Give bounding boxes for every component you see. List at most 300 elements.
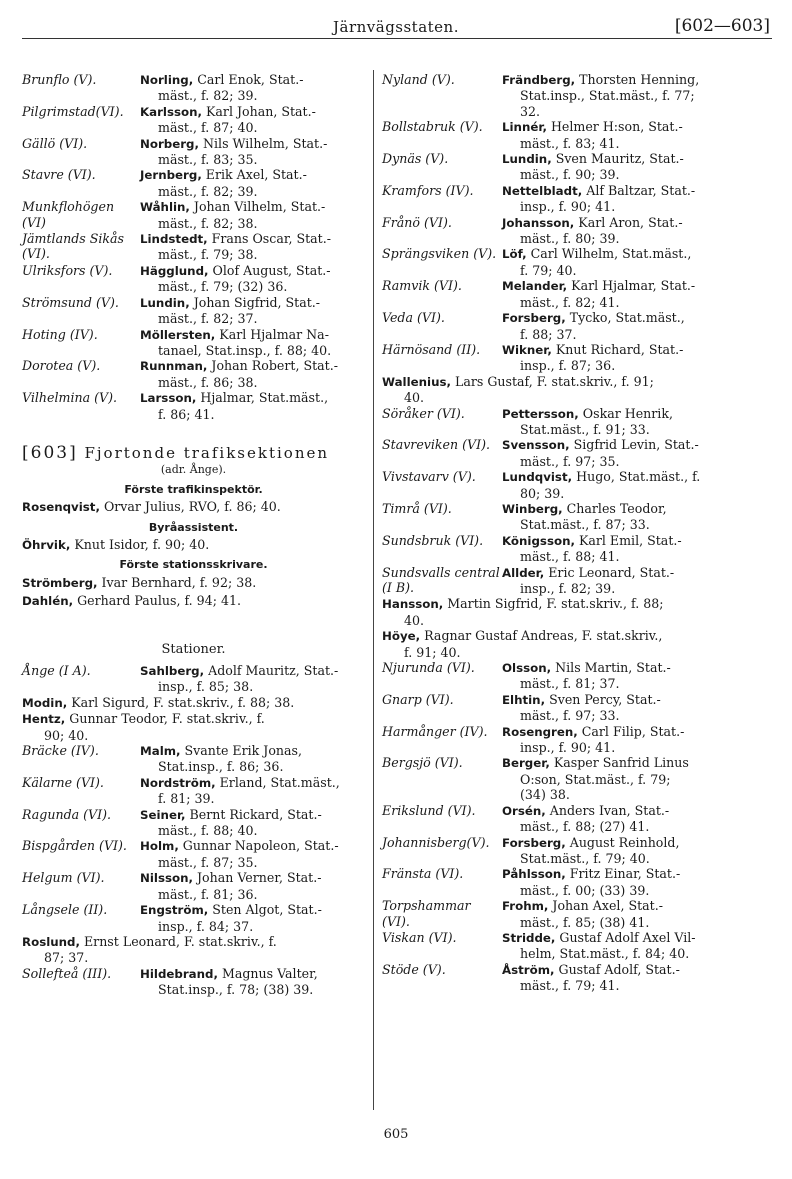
- entry-continuation: insp., f. 90; 41.: [520, 199, 616, 215]
- entry-continuation: mäst., f. 81; 37.: [520, 676, 620, 692]
- staff-name: Wallenius,: [382, 374, 451, 389]
- entry-continuation: mäst., f. 79; 38.: [158, 247, 258, 263]
- staff-name: Runnman,: [140, 359, 208, 374]
- entry-continuation: (34) 38.: [520, 787, 570, 803]
- entry-line: [502, 151, 775, 167]
- station-master: [140, 390, 365, 422]
- entry-continuation: f. 88; 37.: [520, 326, 577, 342]
- staff-details: Anders Ivan, Stat.-: [545, 802, 670, 818]
- station-name: Gällö (VI).: [22, 135, 88, 151]
- right-station-list: [382, 72, 775, 994]
- station-entry: [382, 437, 775, 469]
- station-entry: [22, 902, 365, 934]
- station-master: [502, 835, 775, 867]
- station-master: [502, 469, 775, 501]
- entry-continuation: insp., f. 82; 39.: [520, 581, 616, 596]
- entry-continuation: f. 86; 41.: [158, 406, 215, 422]
- staff-details: Johan Vilhelm, Stat.-: [189, 199, 326, 215]
- staff-name: Olsson,: [502, 661, 552, 676]
- entry-line: [502, 278, 775, 294]
- staff-details: Karl Emil, Stat.-: [574, 532, 682, 548]
- staff-details: Charles Teodor,: [562, 500, 667, 516]
- station-name: Nyland (V).: [382, 72, 455, 87]
- staff-details: Erik Axel, Stat.-: [201, 167, 307, 183]
- staff-details: Gustaf Adolf, Stat.-: [554, 961, 680, 977]
- station-entry: [382, 501, 775, 533]
- staff-name: Karlsson,: [140, 104, 202, 119]
- entry-continuation: mäst., f. 86; 38.: [158, 374, 258, 390]
- staff-name: Winberg,: [502, 501, 563, 516]
- staff-details: Karl Sigurd, F. stat.skriv., f. 88; 38.: [67, 694, 295, 710]
- entry-line: [502, 246, 775, 262]
- staff-details: August Reinhold,: [565, 834, 680, 850]
- station-entry: [22, 199, 365, 231]
- staff-name: Königsson,: [502, 533, 575, 548]
- station-entry: [382, 469, 775, 501]
- station-master: [502, 501, 775, 533]
- staff-name: Rosengren,: [502, 724, 578, 739]
- staff-name: Hägglund,: [140, 263, 209, 278]
- entry-continuation: 87; 37.: [44, 950, 89, 966]
- staff-details: Sven Mauritz, Stat.-: [551, 151, 684, 167]
- station-entry: [22, 966, 365, 998]
- staff-details: Sigfrid Levin, Stat.-: [569, 437, 699, 453]
- entry-line: [502, 469, 775, 485]
- entry-line: [502, 898, 775, 914]
- entry-continuation: f. 81; 39.: [158, 791, 215, 807]
- entry-line: [140, 902, 365, 918]
- staff-name: Nordström,: [140, 775, 216, 790]
- staff-name: Frändberg,: [502, 73, 576, 87]
- staff-name: Wåhlin,: [140, 200, 190, 215]
- station-entry: [22, 327, 365, 359]
- header-rule: [22, 38, 772, 39]
- staff-details: Ernst Leonard, F. stat.skriv., f.: [79, 933, 277, 949]
- entry-continuation: Stat.insp., f. 86; 36.: [158, 759, 284, 775]
- entry-line: [502, 565, 775, 581]
- station-master: [502, 406, 775, 438]
- station-name: Sundsbruk (VI).: [382, 532, 484, 548]
- role-heading: Förste trafikinspektör.: [124, 482, 263, 496]
- station-entry: [382, 866, 775, 898]
- staff-name: Rosenqvist,: [22, 500, 100, 515]
- station-name: Härnösand (II).: [382, 341, 481, 357]
- station-master: [502, 866, 775, 898]
- staff-name: Lundqvist,: [502, 470, 573, 485]
- entry-line: [502, 866, 775, 882]
- station-master: [140, 231, 365, 263]
- station-master: [140, 838, 365, 870]
- station-name: Erikslund (VI).: [382, 802, 476, 818]
- station-entry: [382, 835, 775, 867]
- station-staff-entry: [22, 695, 365, 711]
- staff-name: Strömberg,: [22, 575, 98, 590]
- station-entry: [382, 803, 775, 835]
- entry-continuation: mäst., f. 90; 39.: [520, 167, 620, 183]
- station-master: [140, 902, 365, 934]
- entry-continuation: insp., f. 84; 37.: [158, 918, 254, 934]
- entry-line: [502, 183, 775, 199]
- staff-name: Nettelbladt,: [502, 183, 583, 198]
- staff-name: Stridde,: [502, 930, 556, 945]
- running-head: Järnvägsstaten.: [332, 18, 459, 36]
- staff-name: Malm,: [140, 744, 181, 759]
- station-name: Strömsund (V).: [22, 294, 119, 310]
- station-entry: [22, 358, 365, 390]
- staff-name: Engström,: [140, 903, 209, 918]
- entry-line: [502, 119, 775, 135]
- entry-line: [140, 327, 365, 343]
- entry-continuation: mäst., f. 80; 39.: [520, 231, 620, 247]
- staff-name: Wikner,: [502, 342, 552, 357]
- staff-details: Orvar Julius, RVO, f. 86; 40.: [99, 499, 281, 515]
- entry-line: [502, 803, 775, 819]
- entry-line: [502, 310, 775, 326]
- station-master: [140, 72, 365, 104]
- station-entry: [382, 898, 775, 930]
- station-entry: [22, 390, 365, 422]
- station-entry: [22, 663, 365, 695]
- station-name: Sprängsviken (V).: [382, 246, 497, 262]
- station-master: [502, 898, 775, 930]
- station-entry: [22, 295, 365, 327]
- station-master: [140, 743, 365, 775]
- station-entry: [382, 692, 775, 724]
- station-entry: [382, 342, 775, 374]
- station-master: [502, 692, 775, 724]
- station-name: Sundsvalls central (I B).: [382, 564, 500, 595]
- staff-name: Holm,: [140, 839, 179, 854]
- station-name: Dorotea (V).: [22, 358, 101, 374]
- station-entry: [382, 565, 775, 597]
- station-name: Dynäs (V).: [382, 151, 449, 167]
- station-entry: [382, 660, 775, 692]
- entry-line: [140, 390, 365, 406]
- station-name: Jämtlands Sikås (VI).: [22, 231, 124, 262]
- station-name: Hoting (IV).: [22, 326, 98, 342]
- entry-line: [502, 692, 775, 708]
- station-master: [502, 724, 775, 756]
- entry-line: [140, 775, 365, 791]
- station-entry: [382, 215, 775, 247]
- station-staff-entry: [382, 596, 775, 628]
- staff-name: Påhlsson,: [502, 867, 566, 882]
- entry-continuation: mäst., f. 87; 40.: [158, 120, 258, 136]
- station-name: Veda (VI).: [382, 310, 445, 326]
- station-name: Munkflohögen (VI): [22, 199, 115, 230]
- entry-continuation: mäst., f. 81; 36.: [158, 886, 258, 902]
- entry-continuation: 80; 39.: [520, 485, 565, 501]
- staff-details: Eric Leonard, Stat.-: [544, 564, 675, 580]
- station-staff-entry: [22, 934, 365, 966]
- entry-line: [140, 167, 365, 183]
- staff-name: Dahlén,: [22, 594, 74, 609]
- station-name: Viskan (VI).: [382, 929, 457, 945]
- entry-line: [140, 136, 365, 152]
- station-name: Torpshammar (VI).: [382, 898, 471, 929]
- section-title: Fjortonde trafiksektionen: [77, 443, 330, 462]
- station-entry: [382, 246, 775, 278]
- entry-line: [140, 263, 365, 279]
- staff-details: Nils Wilhelm, Stat.-: [199, 135, 328, 151]
- station-entry: [382, 72, 775, 119]
- station-name: Pilgrimstad(VI).: [22, 103, 124, 119]
- entry-line: [140, 838, 365, 854]
- entry-continuation: insp., f. 90; 41.: [520, 740, 616, 756]
- entry-continuation: Stat.mäst., f. 79; 40.: [520, 850, 650, 866]
- station-master: [502, 119, 775, 151]
- station-entry: [22, 167, 365, 199]
- staff-line: [22, 593, 365, 609]
- station-master: [140, 167, 365, 199]
- station-name: Fränsta (VI).: [382, 866, 464, 882]
- left-station-list: [22, 72, 365, 422]
- station-name: Bräcke (IV).: [22, 743, 99, 759]
- entry-continuation: Stat.insp., Stat.mäst., f. 77;: [520, 88, 695, 104]
- entry-continuation: mäst., f. 79; (32) 36.: [158, 279, 288, 295]
- entry-line: [502, 930, 775, 946]
- staff-name: Forsberg,: [502, 311, 566, 326]
- station-name: Kälarne (VI).: [22, 774, 104, 790]
- staff-name: Hildebrand,: [140, 966, 218, 981]
- staff-name: Åström,: [502, 962, 555, 977]
- entry-line: [502, 755, 775, 771]
- staff-name: Modin,: [22, 695, 68, 710]
- station-name: Gnarp (VI).: [382, 691, 454, 707]
- entry-line: [140, 295, 365, 311]
- entry-continuation: O:son, Stat.mäst., f. 79;: [520, 771, 671, 787]
- entry-line: [502, 724, 775, 740]
- station-entry: [382, 278, 775, 310]
- station-name: Njurunda (VI).: [382, 660, 475, 676]
- staff-details: Carl Enok, Stat.-: [193, 72, 304, 87]
- station-name: Bispgården (VI).: [22, 838, 127, 854]
- staff-name: Forsberg,: [502, 835, 566, 850]
- station-entry: [22, 775, 365, 807]
- station-name: Stavre (VI).: [22, 167, 96, 183]
- entry-line: [502, 533, 775, 549]
- staff-details: Ivar Bernhard, f. 92; 38.: [97, 574, 257, 590]
- station-master: [502, 183, 775, 215]
- station-name: Brunflo (V).: [22, 72, 97, 87]
- section-address: (adr. Ånge).: [160, 463, 227, 477]
- staff-name: Lindstedt,: [140, 232, 208, 247]
- entry-continuation: tanael, Stat.insp., f. 88; 40.: [158, 342, 332, 358]
- station-name: Ragunda (VI).: [22, 806, 112, 822]
- entry-line: [22, 934, 365, 950]
- page-number: 605: [383, 1127, 409, 1142]
- station-master: [502, 246, 775, 278]
- station-entry: [22, 104, 365, 136]
- station-master: [502, 437, 775, 469]
- station-master: [140, 663, 365, 695]
- station-name: Bollstabruk (V).: [382, 119, 483, 135]
- station-name: Ulriksfors (V).: [22, 262, 113, 278]
- station-master: [502, 962, 775, 994]
- entry-line: [502, 660, 775, 676]
- entry-continuation: helm, Stat.mäst., f. 84; 40.: [520, 946, 690, 962]
- entry-continuation: mäst., f. 97; 33.: [520, 708, 620, 724]
- staff-details: Sven Percy, Stat.-: [545, 691, 661, 707]
- entry-continuation: mäst., f. 87; 35.: [158, 854, 258, 870]
- staff-name: Norberg,: [140, 136, 199, 151]
- staff-details: Adolf Mauritz, Stat.-: [204, 663, 339, 678]
- station-entry: [22, 870, 365, 902]
- station-name: Söråker (VI).: [382, 405, 465, 421]
- station-master: [140, 263, 365, 295]
- staff-name: Johansson,: [502, 215, 575, 230]
- entry-line: [22, 711, 365, 727]
- staff-details: Olof August, Stat.-: [208, 262, 331, 278]
- station-entry: [382, 151, 775, 183]
- staff-details: Carl Wilhelm, Stat.mäst.,: [526, 246, 692, 262]
- station-entry: [382, 406, 775, 438]
- staff-details: Karl Aron, Stat.-: [574, 214, 683, 230]
- station-name: Stavreviken (VI).: [382, 437, 491, 453]
- entry-line: [502, 835, 775, 851]
- station-master: [502, 278, 775, 310]
- entry-line: [140, 104, 365, 120]
- station-master: [502, 310, 775, 342]
- entry-line: [502, 72, 775, 88]
- staff-details: Thorsten Henning,: [575, 72, 700, 87]
- entry-continuation: f. 79; 40.: [520, 262, 577, 278]
- staff-name: Öhrvik,: [22, 537, 71, 552]
- station-entry: [382, 119, 775, 151]
- entry-continuation: mäst., f. 82; 39.: [158, 88, 258, 104]
- entry-line: [502, 501, 775, 517]
- entry-continuation: mäst., f. 88; 40.: [158, 823, 258, 839]
- station-staff-entry: [22, 711, 365, 743]
- station-name: Vivstavarv (V).: [382, 469, 476, 485]
- station-name: Stöde (V).: [382, 961, 446, 977]
- staff-details: Svante Erik Jonas,: [180, 743, 303, 759]
- staff-details: Johan Axel, Stat.-: [548, 898, 663, 914]
- station-name: Timrå (VI).: [382, 500, 452, 516]
- staff-details: Frans Oscar, Stat.-: [207, 231, 331, 247]
- staff-details: Gustaf Adolf Axel Vil-: [555, 929, 696, 945]
- staff-line: [22, 575, 365, 591]
- station-entry: [382, 962, 775, 994]
- staff-details: Helmer H:son, Stat.-: [546, 119, 683, 135]
- station-master: [140, 966, 365, 998]
- entry-continuation: mäst., f. 83; 35.: [158, 152, 258, 168]
- left-station-list-2: [22, 663, 365, 998]
- station-entry: [22, 136, 365, 168]
- entry-continuation: 40.: [404, 612, 425, 628]
- staff-name: Frohm,: [502, 899, 549, 914]
- entry-line: [502, 437, 775, 453]
- staff-details: Nils Martin, Stat.-: [551, 660, 671, 676]
- entry-line: [140, 72, 365, 88]
- stations-heading: Stationer.: [161, 641, 226, 657]
- station-entry: [22, 838, 365, 870]
- station-name: Johannisberg(V).: [382, 834, 490, 850]
- entry-continuation: Stat.insp., f. 78; (38) 39.: [158, 982, 314, 998]
- station-name: Sollefteå (III).: [22, 965, 112, 981]
- staff-details: Karl Hjalmar Na-: [215, 326, 329, 342]
- staff-name: Seiner,: [140, 807, 186, 822]
- role-heading: Byråassistent.: [148, 520, 239, 534]
- staff-line: [22, 499, 365, 515]
- staff-name: Svensson,: [502, 438, 570, 453]
- staff-name: Lundin,: [140, 295, 190, 310]
- station-entry: [22, 263, 365, 295]
- station-master: [502, 151, 775, 183]
- entry-line: [382, 628, 775, 644]
- entry-continuation: Stat.mäst., f. 87; 33.: [520, 517, 650, 533]
- staff-details: Lars Gustaf, F. stat.skriv., f. 91;: [450, 373, 654, 389]
- station-master: [502, 533, 775, 565]
- station-entry: [22, 807, 365, 839]
- entry-line: [382, 374, 775, 390]
- staff-details: Johan Robert, Stat.-: [207, 358, 338, 374]
- staff-name: Sahlberg,: [140, 664, 205, 678]
- station-name: Bergsjö (VI).: [382, 755, 463, 771]
- entry-continuation: mäst., f. 88; (27) 41.: [520, 819, 650, 835]
- station-master: [502, 565, 775, 597]
- staff-details: Fritz Einar, Stat.-: [565, 866, 681, 882]
- station-master: [502, 342, 775, 374]
- entry-continuation: mäst., f. 79; 41.: [520, 978, 620, 994]
- staff-details: Oskar Henrik,: [578, 405, 673, 421]
- entry-continuation: Stat.mäst., f. 91; 33.: [520, 421, 650, 437]
- entry-line: [140, 199, 365, 215]
- staff-details: Hugo, Stat.mäst., f.: [572, 469, 701, 485]
- entry-line: [140, 966, 365, 982]
- station-entry: [382, 724, 775, 756]
- entry-continuation: mäst., f. 82; 39.: [158, 183, 258, 199]
- staff-name: Elhtin,: [502, 692, 546, 707]
- entry-line: [502, 406, 775, 422]
- station-entry: [382, 183, 775, 215]
- entry-continuation: 40.: [404, 390, 425, 406]
- station-master: [140, 358, 365, 390]
- staff-details: Gunnar Teodor, F. stat.skriv., f.: [65, 711, 265, 727]
- staff-details: Erland, Stat.mäst.,: [215, 774, 340, 790]
- station-name: Ramvik (VI).: [382, 278, 462, 294]
- station-master: [140, 807, 365, 839]
- entry-line: [140, 663, 365, 679]
- entry-continuation: insp., f. 85; 38.: [158, 679, 254, 695]
- station-master: [502, 930, 775, 962]
- entry-line: [140, 231, 365, 247]
- station-master: [140, 136, 365, 168]
- role-heading: Förste stationsskrivare.: [119, 558, 268, 572]
- entry-line: [22, 695, 365, 711]
- staff-name: Nilsson,: [140, 871, 193, 886]
- staff-details: Magnus Valter,: [217, 965, 318, 981]
- section-number: [603]: [22, 442, 78, 463]
- station-master: [140, 775, 365, 807]
- staff-details: Carl Filip, Stat.-: [577, 723, 685, 739]
- staff-name: Orsén,: [502, 803, 546, 818]
- staff-details: Knut Isidor, f. 90; 40.: [70, 536, 210, 552]
- station-entry: [382, 533, 775, 565]
- station-staff-entry: [382, 628, 775, 660]
- staff-name: Melander,: [502, 279, 568, 294]
- station-master: [140, 104, 365, 136]
- entry-continuation: mäst., f. 82; 38.: [158, 215, 258, 231]
- staff-details: Tycko, Stat.mäst.,: [565, 310, 685, 326]
- station-master: [140, 199, 365, 231]
- entry-continuation: 90; 40.: [44, 727, 89, 743]
- station-name: Vilhelmina (V).: [22, 390, 118, 406]
- station-name: Helgum (VI).: [22, 870, 105, 886]
- station-name: Långsele (II).: [22, 902, 108, 918]
- staff-details: Karl Johan, Stat.-: [202, 103, 316, 119]
- staff-name: Hansson,: [382, 597, 444, 612]
